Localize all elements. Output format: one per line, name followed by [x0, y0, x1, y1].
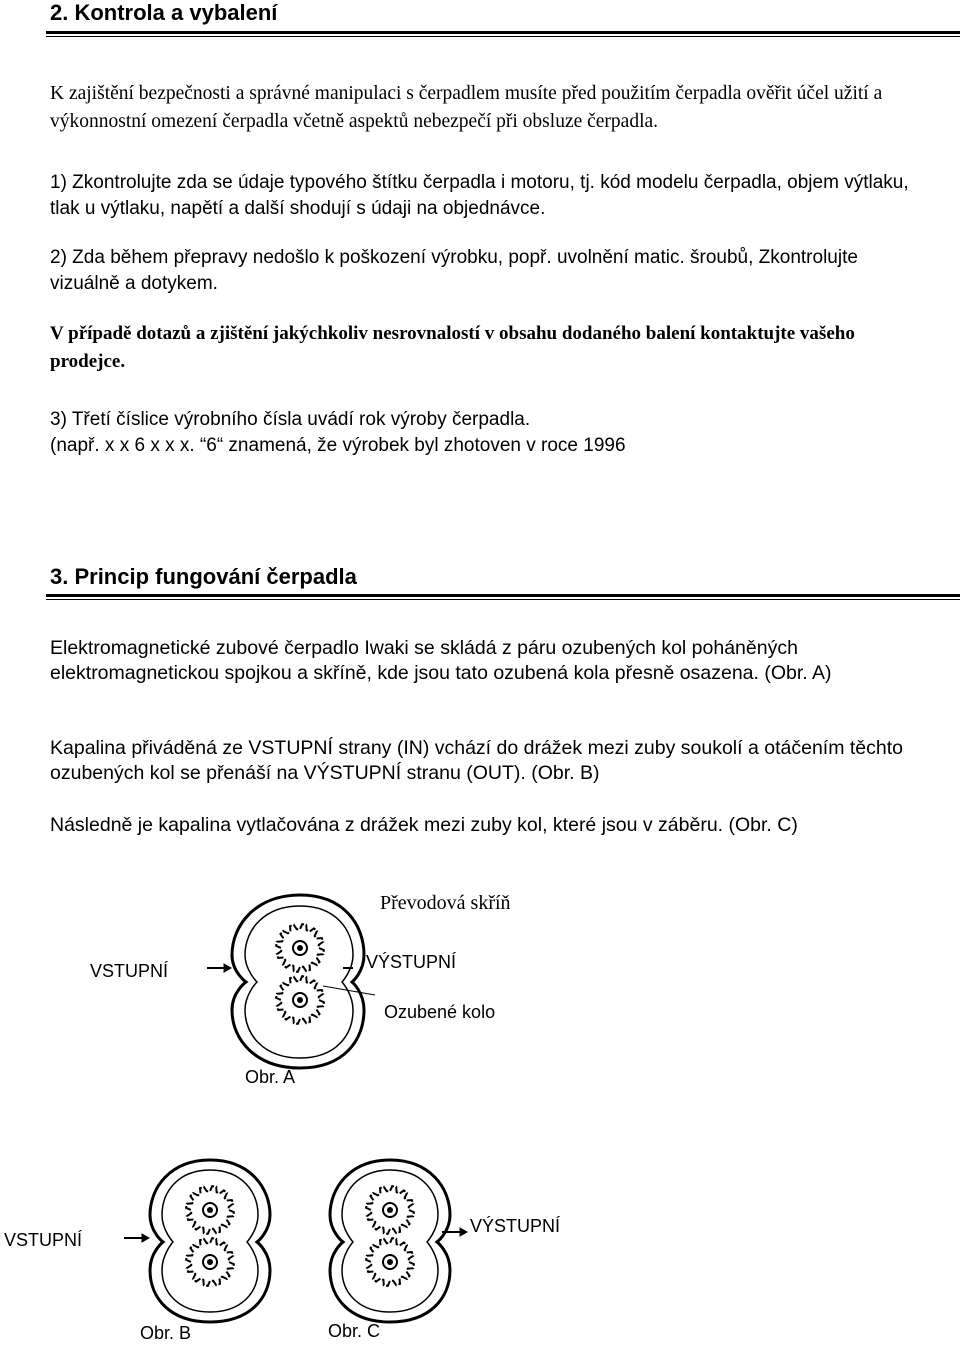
check-item-3-line-1: 3) Třetí číslice výrobního čísla uvádí rok výroby čerpadla.: [50, 409, 531, 430]
label-inlet-b: VSTUPNÍ: [4, 1230, 83, 1250]
check-item-3-line-2: (např. x x 6 x x x. “6“ znamená, že výrobek byl zhotoven v roce 1996: [50, 435, 626, 456]
label-outlet-c: VÝSTUPNÍ: [470, 1216, 561, 1236]
label-inlet: VSTUPNÍ: [90, 961, 169, 981]
principle-paragraph-3: Následně je kapalina vytlačována z drážek mezi zuby kol, které jsou v záběru. (Obr. C): [50, 814, 798, 836]
figure-b-caption: Obr. B: [140, 1323, 192, 1343]
gear-icon: [186, 1186, 234, 1234]
label-outlet: VÝSTUPNÍ: [366, 952, 457, 972]
gear-icon: [366, 1238, 414, 1286]
gear-icon: [366, 1186, 414, 1234]
principle-paragraph-1: Elektromagnetické zubové čerpadlo Iwaki se skládá z páru ozubených kol poháněných elektromagnetickou spojkou a skříně, kde jsou tato ozubená kola přesně osazena. (Obr. A): [50, 637, 832, 684]
check-item-1: 1) Zkontrolujte zda se údaje typového štítku čerpadla i motoru, tj. kód modelu čerpadla, objem výtlaku, tlak u výtlaku, napětí a další shodují s údaji na objednávce.: [50, 172, 909, 219]
gear-icon: [186, 1238, 234, 1286]
section-3-heading: 3. Princip fungování čerpadla: [50, 564, 357, 589]
section-2-heading: 2. Kontrola a vybalení: [50, 0, 278, 25]
figure-c-caption: Obr. C: [328, 1321, 381, 1341]
principle-paragraph-2: Kapalina přiváděná ze VSTUPNÍ strany (IN) vchází do drážek mezi zuby soukolí a otáčením těchto ozubených kol se přenáší na VÝSTUPNÍ stranu (OUT). (Obr. B): [50, 737, 903, 784]
check-item-2: 2) Zda během přepravy nedošlo k poškození výrobku, popř. uvolnění matic. šroubů, Zkontrolujte vizuálně a dotykem.: [50, 247, 858, 294]
arrow-right-icon: [124, 1234, 149, 1242]
notice-paragraph: V případě dotazů a zjištění jakýchkoliv nesrovnalostí v obsahu dodaného balení kontaktujte vašeho prodejce.: [50, 323, 855, 372]
figure-a-caption: Obr. A: [245, 1067, 296, 1087]
label-gear: Ozubené kolo: [384, 1002, 496, 1022]
label-gear-casing: Převodová skříň: [380, 892, 511, 914]
intro-paragraph: K zajištění bezpečnosti a správné manipulaci s čerpadlem musíte před použitím čerpadla ověřit účel užití a výkonnostní omezení čerpadla včetně aspektů nebezpečí při obsluze čerpadla.: [50, 83, 883, 132]
